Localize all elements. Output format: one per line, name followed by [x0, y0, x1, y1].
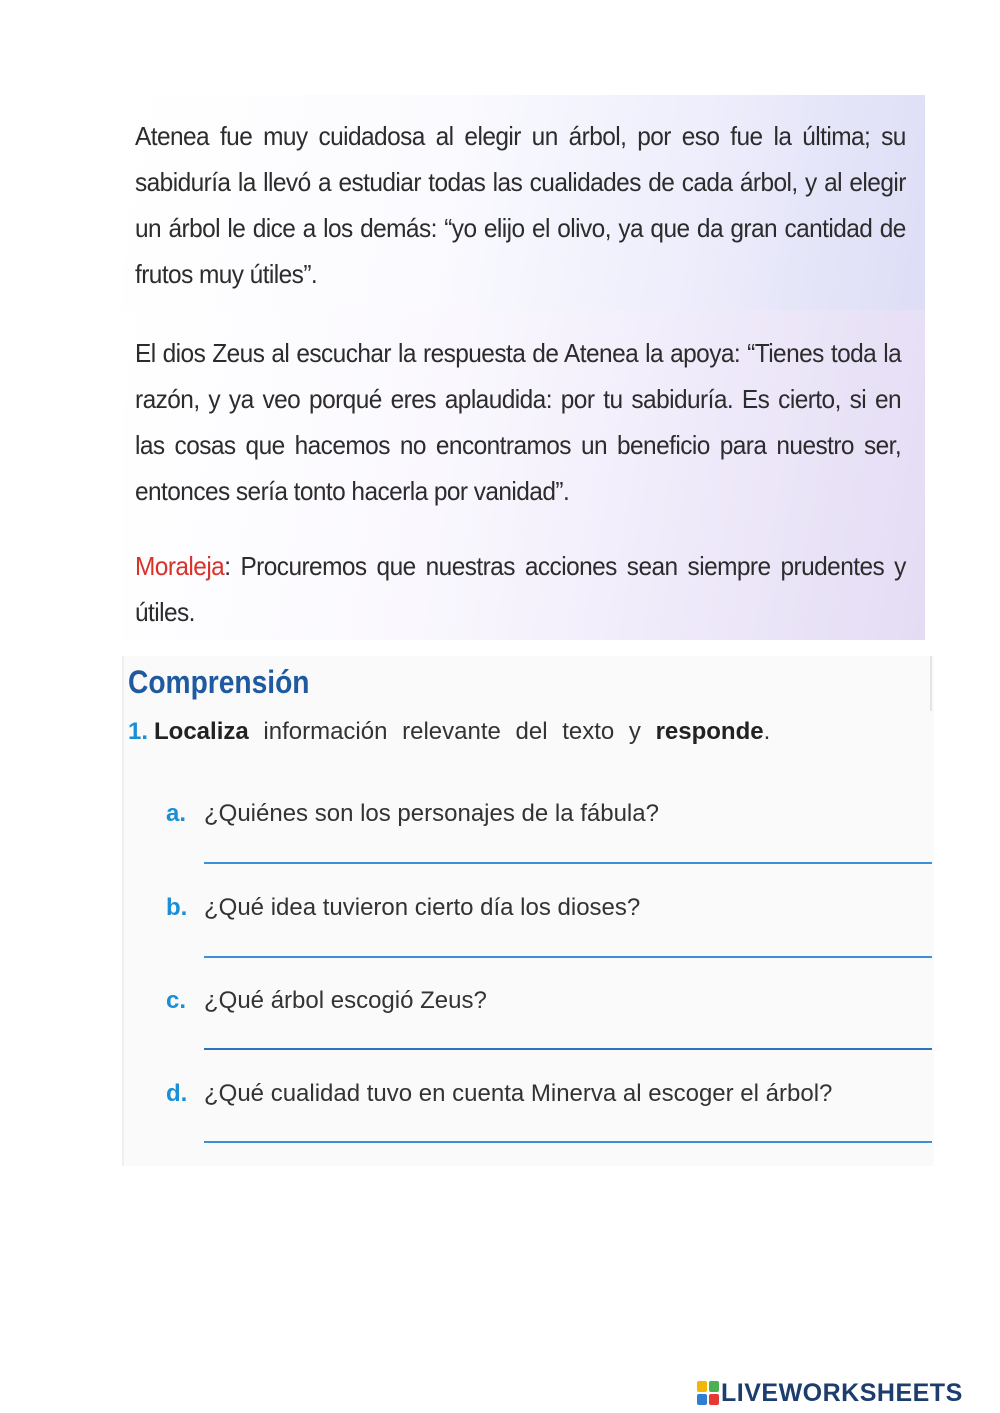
question-text: ¿Qué árbol escogió Zeus?	[204, 987, 487, 1014]
instruction	[128, 718, 770, 746]
instruction-text: información relevante del texto y	[248, 718, 656, 745]
moral-paragraph	[135, 543, 906, 635]
question-text: ¿Qué idea tuvieron cierto día los dioses?	[204, 894, 641, 921]
moral-text: : Procuremos que nuestras acciones sean siempre prudentes y útiles.	[135, 551, 906, 627]
question-letter: a.	[166, 800, 187, 827]
logo-square	[709, 1394, 719, 1405]
question-text: ¿Quiénes son los personajes de la fábula?	[204, 800, 659, 827]
liveworksheets-logo	[697, 1378, 963, 1408]
instruction-number: 1.	[128, 718, 149, 745]
instruction-verb-responde: responde	[655, 718, 764, 745]
instruction-verb-localiza: Localiza	[154, 718, 249, 745]
logo-text: LIVEWORKSHEETS	[721, 1378, 963, 1407]
instruction-end: .	[763, 718, 771, 745]
moral-label: Moraleja	[135, 551, 225, 581]
question-letter: b.	[166, 894, 188, 921]
logo-grid-icon	[697, 1381, 719, 1405]
section-title: Comprensión	[128, 664, 310, 700]
section-divider	[930, 656, 932, 711]
answer-field-a[interactable]	[204, 862, 932, 864]
story-paragraph-1: Atenea fue muy cuidadosa al elegir un árbol, por eso fue la última; su sabiduría la llevó a estudiar todas las cualidades de cada árbol, y al elegir un árbol le dice a los demás: “yo elijo el olivo, ya que da gran cantidad de frutos muy útiles”.	[135, 121, 906, 289]
answer-field-c[interactable]	[204, 1048, 932, 1050]
story-paragraph-2: El dios Zeus al escuchar la respuesta de Atenea la apoya: “Tienes toda la razón, y ya veo porqué eres aplaudida: por tu sabiduría. Es cierto, si en las cosas que hacemos no encontramos un beneficio para nuestro ser, entonces sería tonto hacerla por vanidad”.	[135, 338, 902, 506]
logo-square	[697, 1381, 707, 1392]
question-b	[166, 894, 640, 922]
question-letter: d.	[166, 1080, 188, 1107]
question-text: ¿Qué cualidad tuvo en cuenta Minerva al escoger el árbol?	[204, 1080, 833, 1107]
question-d	[166, 1080, 832, 1108]
answer-field-b[interactable]	[204, 956, 932, 958]
logo-square	[709, 1381, 719, 1392]
answer-field-d[interactable]	[204, 1141, 932, 1143]
question-c	[166, 987, 487, 1015]
logo-square	[697, 1394, 707, 1405]
question-a	[166, 800, 659, 828]
question-letter: c.	[166, 987, 187, 1014]
